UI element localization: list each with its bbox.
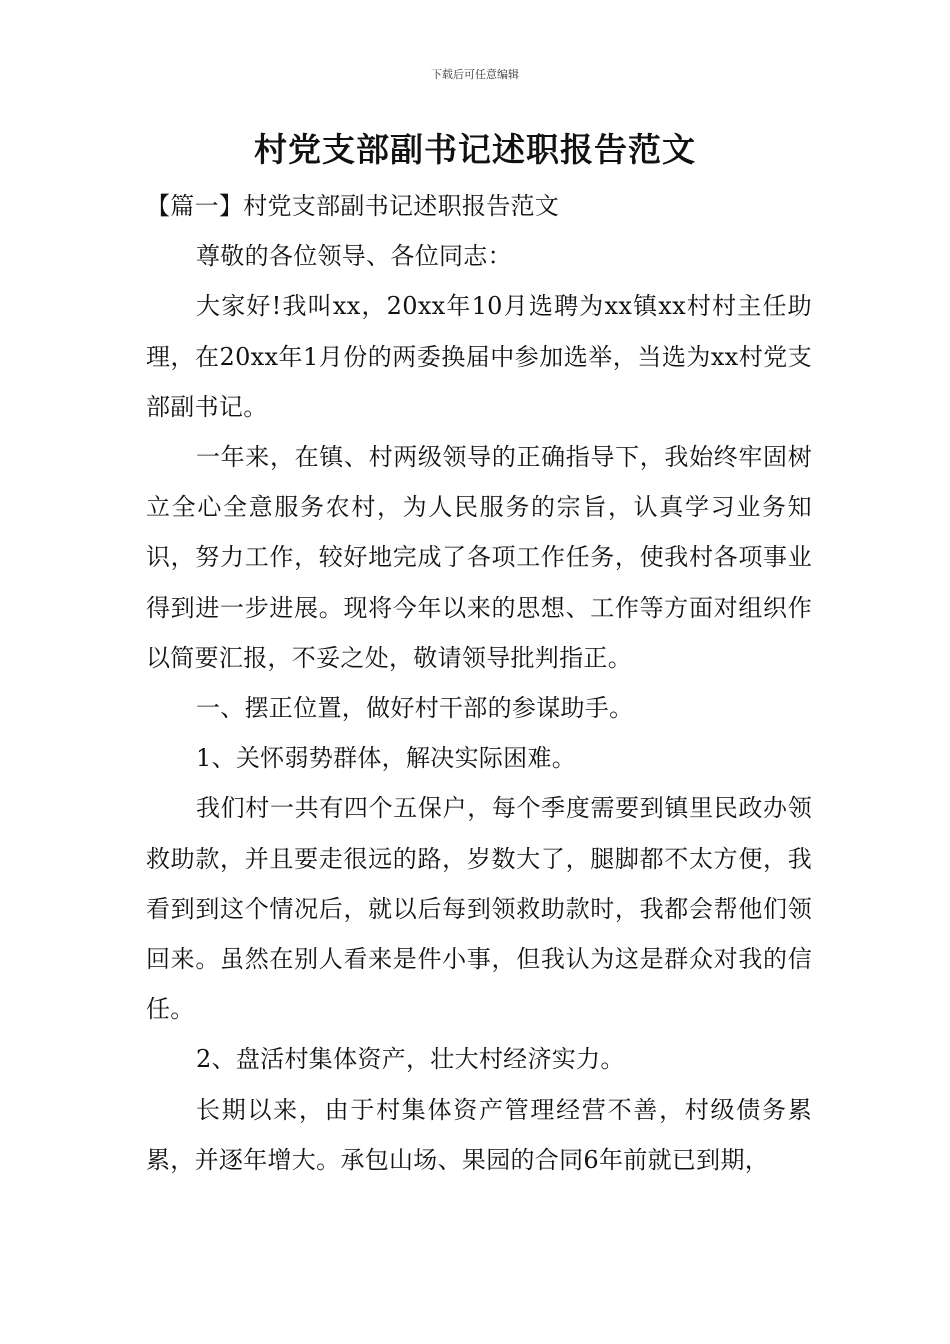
numbered-heading: 2、盘活村集体资产，壮大村经济实力。 xyxy=(196,1045,625,1074)
numbered-heading: 1、关怀弱势群体，解决实际困难。 xyxy=(196,744,577,773)
document-body xyxy=(146,181,812,1185)
body-paragraph: 长期以来，由于村集体资产管理经营不善，村级债务累累，并逐年增大。承包山场、果园的合同6年前就已到期， xyxy=(146,1095,812,1174)
body-paragraph: 一年来，在镇、村两级领导的正确指导下，我始终牢固树立全心全意服务农村，为人民服务的宗旨，认真学习业务知识，努力工作，较好地完成了各项工作任务，使我村各项事业得到进一步进展。现将今年以来的思想、工作等方面对组织作以简要汇报，不妥之处，敬请领导批判指正。 xyxy=(146,443,812,672)
document-title: 村党支部副书记述职报告范文 xyxy=(254,130,696,169)
salutation: 尊敬的各位领导、各位同志： xyxy=(196,242,512,271)
section-heading: 【篇一】村党支部副书记述职报告范文 xyxy=(146,192,560,220)
body-paragraph: 我们村一共有四个五保户，每个季度需要到镇里民政办领救助款，并且要走很远的路，岁数大了，腿脚都不太方便，我看到到这个情况后，就以后每到领救助款时，我都会帮他们领回来。虽然在别人看来是件小事，但我认为这是群众对我的信任。 xyxy=(146,794,812,1024)
subsection-heading: 一、摆正位置，做好村干部的参谋助手。 xyxy=(196,694,634,723)
header-note: 下载后可任意编辑 xyxy=(431,68,519,81)
body-paragraph: 大家好!我叫xx，20xx年10月选聘为xx镇xx村村主任助理，在20xx年1月份的两委换届中参加选举，当选为xx村党支部副书记。 xyxy=(146,292,812,421)
